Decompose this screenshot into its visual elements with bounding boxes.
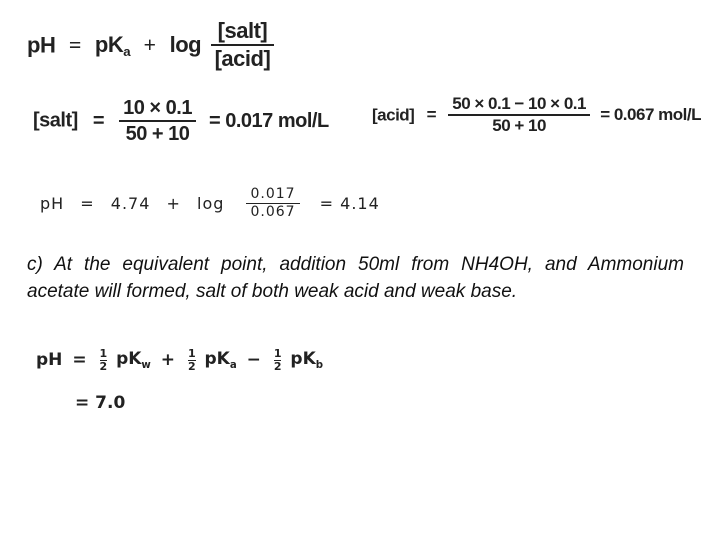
fraction-numerator: 50 × 0.1 − 10 × 0.1 bbox=[452, 94, 586, 113]
salt-acid-fraction bbox=[211, 18, 275, 73]
equals-sign: = bbox=[80, 193, 95, 213]
pka-subscript: a bbox=[123, 43, 131, 59]
equation-ph-value bbox=[40, 186, 380, 221]
fraction-denominator: 50 + 10 bbox=[492, 116, 546, 136]
half-numerator: 1 bbox=[187, 347, 196, 360]
plus-sign: + bbox=[143, 32, 157, 58]
fraction-numerator: 0.017 bbox=[250, 186, 296, 202]
half-fraction bbox=[100, 348, 108, 372]
half-denominator: 2 bbox=[273, 359, 282, 373]
paragraph-equivalent-point: c) At the equivalent point, addition 50ml from NH4OH, and Ammonium acetate will formed, salt of both weak acid and weak base. bbox=[27, 254, 684, 302]
plus-sign: + bbox=[166, 193, 181, 213]
pka-subscript: a bbox=[229, 360, 237, 372]
log-text: log bbox=[169, 32, 202, 58]
value-fraction bbox=[246, 186, 299, 221]
pkb-text: pK bbox=[290, 349, 316, 370]
pka-text: pK bbox=[204, 349, 230, 370]
pkb-symbol bbox=[290, 349, 324, 372]
salt-result: = 0.017 mol/L bbox=[209, 109, 329, 132]
equals-sign: = bbox=[72, 350, 87, 371]
ph-result: = 4.14 bbox=[319, 193, 380, 213]
equals-sign: = bbox=[92, 109, 105, 132]
equation-ph-henderson bbox=[27, 18, 274, 73]
equation-ph-equivalent bbox=[36, 348, 323, 372]
half-fraction bbox=[274, 348, 282, 372]
fraction-denominator: [acid] bbox=[214, 46, 271, 72]
fraction-denominator: 0.067 bbox=[250, 203, 296, 220]
pkw-symbol bbox=[116, 349, 151, 372]
equals-sign: = bbox=[426, 105, 437, 125]
equation-acid-concentration bbox=[372, 94, 701, 137]
fraction-numerator: 10 × 0.1 bbox=[123, 97, 192, 119]
fraction-numerator: [salt] bbox=[217, 18, 268, 43]
half-denominator: 2 bbox=[187, 359, 196, 373]
pka-symbol bbox=[95, 32, 130, 57]
equation-ph-equivalent-result: = 7.0 bbox=[75, 393, 126, 413]
ph-symbol: pH bbox=[40, 193, 65, 213]
plus-sign: + bbox=[160, 350, 176, 371]
half-denominator: 2 bbox=[99, 359, 108, 373]
fraction-denominator: 50 + 10 bbox=[125, 123, 190, 145]
half-fraction bbox=[188, 348, 196, 372]
acid-result: = 0.067 mol/L bbox=[600, 105, 701, 125]
equals-sign: = bbox=[68, 32, 82, 58]
equation-salt-concentration bbox=[33, 96, 329, 146]
half-numerator: 1 bbox=[99, 347, 108, 360]
acid-symbol: [acid] bbox=[372, 105, 415, 125]
ph-symbol: pH bbox=[27, 32, 56, 58]
salt-fraction bbox=[119, 96, 196, 146]
pka-symbol bbox=[204, 349, 237, 372]
pka-value: 4.74 bbox=[110, 193, 151, 213]
half-numerator: 1 bbox=[273, 347, 282, 360]
log-text: log bbox=[197, 193, 225, 213]
pkb-subscript: b bbox=[315, 360, 324, 372]
pka-text: pK bbox=[94, 31, 124, 57]
acid-fraction bbox=[448, 94, 590, 137]
pkw-text: pK bbox=[116, 349, 142, 370]
minus-sign: − bbox=[246, 350, 261, 371]
pkw-subscript: w bbox=[141, 360, 151, 372]
salt-symbol: [salt] bbox=[33, 109, 78, 132]
ph-symbol: pH bbox=[36, 350, 63, 371]
